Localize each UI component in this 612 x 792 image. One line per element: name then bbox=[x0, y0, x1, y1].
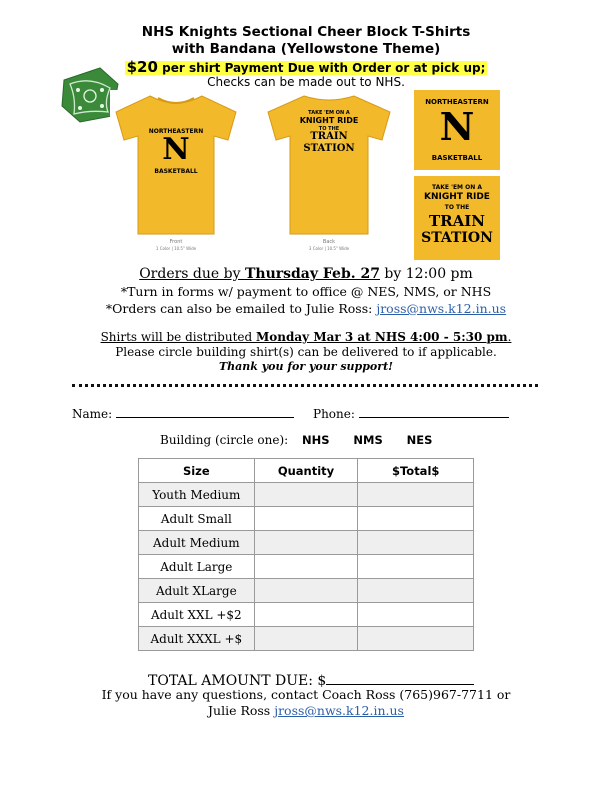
back-line-2: KNIGHT RIDE bbox=[299, 116, 359, 125]
table-row bbox=[139, 555, 474, 579]
distribution-line bbox=[0, 330, 612, 344]
distribution-text bbox=[101, 330, 512, 344]
contact-name: Julie Ross bbox=[208, 703, 275, 718]
panel-school-text: NORTHEASTERN bbox=[425, 98, 489, 106]
size-header: Size bbox=[139, 459, 255, 483]
table-row bbox=[139, 603, 474, 627]
front-caption: Front bbox=[169, 239, 183, 245]
order-table bbox=[138, 458, 474, 651]
contact-line bbox=[0, 703, 612, 718]
quantity-cell[interactable] bbox=[254, 555, 358, 579]
back-line-1: TAKE 'EM ON A bbox=[308, 110, 350, 116]
building-label: Building (circle one): bbox=[160, 433, 289, 447]
total-cell[interactable] bbox=[358, 555, 474, 579]
phone-field[interactable] bbox=[359, 404, 509, 418]
phone-label: Phone: bbox=[313, 407, 355, 421]
price-highlight bbox=[125, 58, 488, 76]
back-line-3: TO THE bbox=[318, 126, 340, 132]
front-size: 1 Color | 10.5" Wide bbox=[155, 246, 197, 251]
total-header: $Total$ bbox=[358, 459, 474, 483]
back-size: 3 Color | 10.5" Wide bbox=[308, 246, 350, 251]
orders-due-text bbox=[139, 266, 380, 282]
table-row bbox=[139, 483, 474, 507]
orders-due-line bbox=[0, 266, 612, 282]
panel-sport-text: BASKETBALL bbox=[431, 154, 483, 162]
quantity-cell[interactable] bbox=[254, 579, 358, 603]
size-cell: Adult XXL +$2 bbox=[139, 603, 255, 627]
total-cell[interactable] bbox=[358, 483, 474, 507]
total-cell[interactable] bbox=[358, 627, 474, 651]
table-row bbox=[139, 627, 474, 651]
front-shirt-image bbox=[110, 90, 242, 258]
quantity-cell[interactable] bbox=[254, 603, 358, 627]
building-option-nhs[interactable]: NHS bbox=[302, 433, 330, 447]
panel-back-line-5: STATION bbox=[421, 230, 493, 246]
total-cell[interactable] bbox=[358, 507, 474, 531]
building-option-nms[interactable]: NMS bbox=[353, 433, 383, 447]
back-line-5: STATION bbox=[303, 143, 355, 154]
quantity-cell[interactable] bbox=[254, 627, 358, 651]
building-option-nes[interactable]: NES bbox=[406, 433, 433, 447]
name-label: Name: bbox=[72, 407, 113, 421]
size-cell: Youth Medium bbox=[139, 483, 255, 507]
orders-due-prefix: Orders due by bbox=[139, 266, 245, 282]
price-amount: $20 bbox=[126, 58, 158, 76]
table-row bbox=[139, 531, 474, 555]
dotted-divider bbox=[72, 384, 538, 387]
quantity-cell[interactable] bbox=[254, 531, 358, 555]
total-due-label: TOTAL AMOUNT DUE: $ bbox=[148, 673, 327, 689]
email-link[interactable]: jross@nws.k12.in.us bbox=[376, 301, 507, 316]
panel-back-line-4: TRAIN bbox=[429, 212, 485, 230]
back-shirt-image bbox=[262, 90, 396, 258]
table-row bbox=[139, 507, 474, 531]
contact-email-link[interactable]: jross@nws.k12.in.us bbox=[274, 703, 404, 718]
panel-back-line-2: KNIGHT RIDE bbox=[424, 192, 490, 202]
distribution-prefix: Shirts will be distributed bbox=[100, 330, 256, 344]
checks-note: Checks can be made out to NHS. bbox=[207, 75, 405, 89]
front-letter: N bbox=[162, 132, 190, 167]
total-cell[interactable] bbox=[358, 579, 474, 603]
title-line-1: NHS Knights Sectional Cheer Block T-Shirts bbox=[141, 24, 471, 40]
phone-field-row bbox=[313, 404, 509, 421]
quantity-cell[interactable] bbox=[254, 507, 358, 531]
panel-back-line-1: TAKE 'EM ON A bbox=[432, 184, 482, 191]
size-cell: Adult Large bbox=[139, 555, 255, 579]
size-cell: Adult XXXL +$ bbox=[139, 627, 255, 651]
size-cell: Adult XLarge bbox=[139, 579, 255, 603]
total-cell[interactable] bbox=[358, 603, 474, 627]
building-row bbox=[160, 433, 432, 447]
thank-you-text: Thank you for your support! bbox=[219, 360, 393, 373]
name-field-row bbox=[72, 404, 294, 421]
circle-note: Please circle building shirt(s) can be delivered to if applicable. bbox=[115, 345, 497, 359]
questions-line: If you have any questions, contact Coach Ross (765)967-7711 or bbox=[101, 687, 511, 702]
back-design-panel bbox=[414, 176, 500, 260]
total-due-field[interactable] bbox=[326, 670, 474, 685]
back-caption: Back bbox=[322, 239, 336, 245]
table-row bbox=[139, 579, 474, 603]
size-cell: Adult Small bbox=[139, 507, 255, 531]
total-cell[interactable] bbox=[358, 531, 474, 555]
quantity-header: Quantity bbox=[254, 459, 358, 483]
panel-letter: N bbox=[439, 104, 475, 149]
email-line bbox=[0, 301, 612, 316]
panel-back-line-3: TO THE bbox=[444, 204, 470, 211]
email-prefix: *Orders can also be emailed to Julie Ross: bbox=[105, 301, 377, 316]
table-header-row bbox=[139, 459, 474, 483]
orders-due-suffix: by 12:00 pm bbox=[379, 266, 473, 282]
distribution-date: Monday Mar 3 at NHS 4:00 - 5:30 pm bbox=[255, 330, 508, 344]
size-cell: Adult Medium bbox=[139, 531, 255, 555]
front-sport-text: BASKETBALL bbox=[154, 168, 198, 175]
front-school-text: NORTHEASTERN bbox=[148, 128, 204, 135]
back-line-4: TRAIN bbox=[310, 131, 348, 142]
title-line-2: with Bandana (Yellowstone Theme) bbox=[171, 41, 441, 57]
front-design-panel bbox=[414, 90, 500, 170]
distribution-suffix: . bbox=[507, 330, 512, 344]
orders-due-date: Thursday Feb. 27 bbox=[244, 266, 380, 282]
quantity-cell[interactable] bbox=[254, 483, 358, 507]
price-terms: per shirt Payment Due with Order or at pick up; bbox=[157, 61, 486, 75]
name-field[interactable] bbox=[116, 404, 294, 418]
turn-in-line: *Turn in forms w/ payment to office @ NES, NMS, or NHS bbox=[120, 284, 492, 299]
